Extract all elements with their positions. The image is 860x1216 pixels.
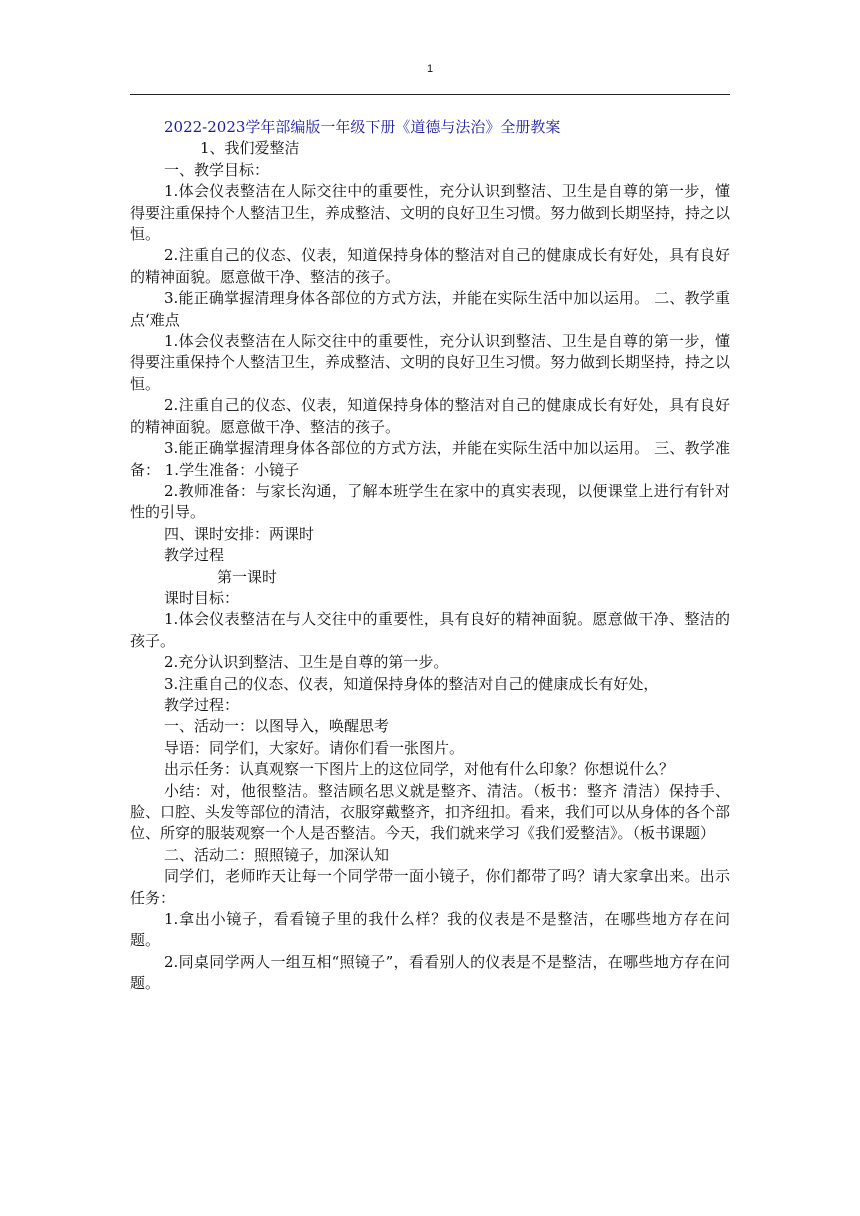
document-title: 2022-2023学年部编版一年级下册《道德与法治》全册教案 — [164, 118, 561, 136]
page-number: 1 — [426, 63, 434, 75]
paragraph: 2.教师准备：与家长沟通，了解本班学生在家中的真实表现，以便课堂上进行有针对性的引导。 — [130, 481, 730, 522]
paragraph: 1.体会仪表整洁在人际交往中的重要性，充分认识到整洁、卫生是自尊的第一步，懂得要注重保持个人整洁卫生，养成整洁、文明的良好卫生习惯。努力做到长期坚持，持之以恒。 — [130, 332, 731, 393]
paragraph: 1.体会仪表整洁在人际交往中的重要性，充分认识到整洁、卫生是自尊的第一步，懂得要注重保持个人整洁卫生，养成整洁、文明的良好卫生习惯。努力做到长期坚持，持之以恒。 — [130, 182, 731, 244]
paragraph: 2.注重自己的仪态、仪表，知道保持身体的整洁对自己的健康成长有好处，具有良好的精神面貌。愿意做干净、整洁的孩子。 — [130, 246, 730, 286]
header-rule — [130, 94, 730, 95]
paragraph: 课时目标： — [164, 588, 240, 607]
paragraph: 3.能正确掌握清理身体各部位的方式方法，并能在实际生活中加以运用。 三、教学准备： 1.学生准备：小镜子 — [130, 439, 730, 479]
section-heading-objectives: 一、教学目标： — [164, 160, 270, 179]
paragraph: 2.注重自己的仪态、仪表，知道保持身体的整洁对自己的健康成长有好处，具有良好的精神面貌。愿意做干净、整洁的孩子。 — [130, 396, 730, 436]
paragraph: 导语：同学们，大家好。请你们看一张图片。 — [164, 738, 465, 757]
section-heading-schedule: 四、课时安排：两课时 — [164, 524, 315, 543]
paragraph: 1.体会仪表整洁在与人交往中的重要性，具有良好的精神面貌。愿意做干净、整洁的孩子。 — [130, 610, 730, 650]
document-body — [130, 117, 730, 995]
paragraph: 小结：对，他很整洁。整洁顾名思义就是整齐、清洁。（板书：整齐 清洁）保持手、脸、口腔、头发等部位的清洁，衣服穿戴整齐，扣齐纽扣。看来，我们可以从身体的各个部位、所穿的服装观察一个人是否整洁。今天，我们就来学习《我们爱整洁》。（板书课题） — [130, 781, 731, 843]
paragraph: 1.拿出小镜子，看看镜子里的我什么样？我的仪表是不是整洁，在哪些地方存在问题。 — [130, 910, 730, 950]
paragraph: 3.能正确掌握清理身体各部位的方式方法，并能在实际生活中加以运用。 二、教学重点‘难点 — [130, 289, 730, 329]
activity-heading: 一、活动一：以图导入，唤醒思考 — [164, 717, 390, 736]
section-heading-process: 教学过程 — [164, 546, 225, 565]
activity-heading: 二、活动二：照照镜子，加深认知 — [164, 845, 390, 864]
paragraph: 2.同桌同学两人一组互相“照镜子”，看看别人的仪表是不是整洁，在哪些地方存在问题。 — [130, 952, 730, 993]
period-title: 第一课时 — [217, 567, 278, 586]
lesson-title: 1、我们爱整洁 — [200, 139, 300, 158]
paragraph: 同学们，老师昨天让每一个同学带一面小镜子，你们都带了吗？请大家拿出来。出示任务： — [130, 867, 730, 907]
paragraph: 教学过程： — [164, 695, 240, 714]
paragraph: 3.注重自己的仪态、仪表，知道保持身体的整洁对自己的健康成长有好处， — [164, 674, 659, 693]
paragraph: 出示任务：认真观察一下图片上的这位同学，对他有什么印象？你想说什么？ — [164, 760, 675, 779]
paragraph: 2.充分认识到整洁、卫生是自尊的第一步。 — [164, 653, 449, 672]
